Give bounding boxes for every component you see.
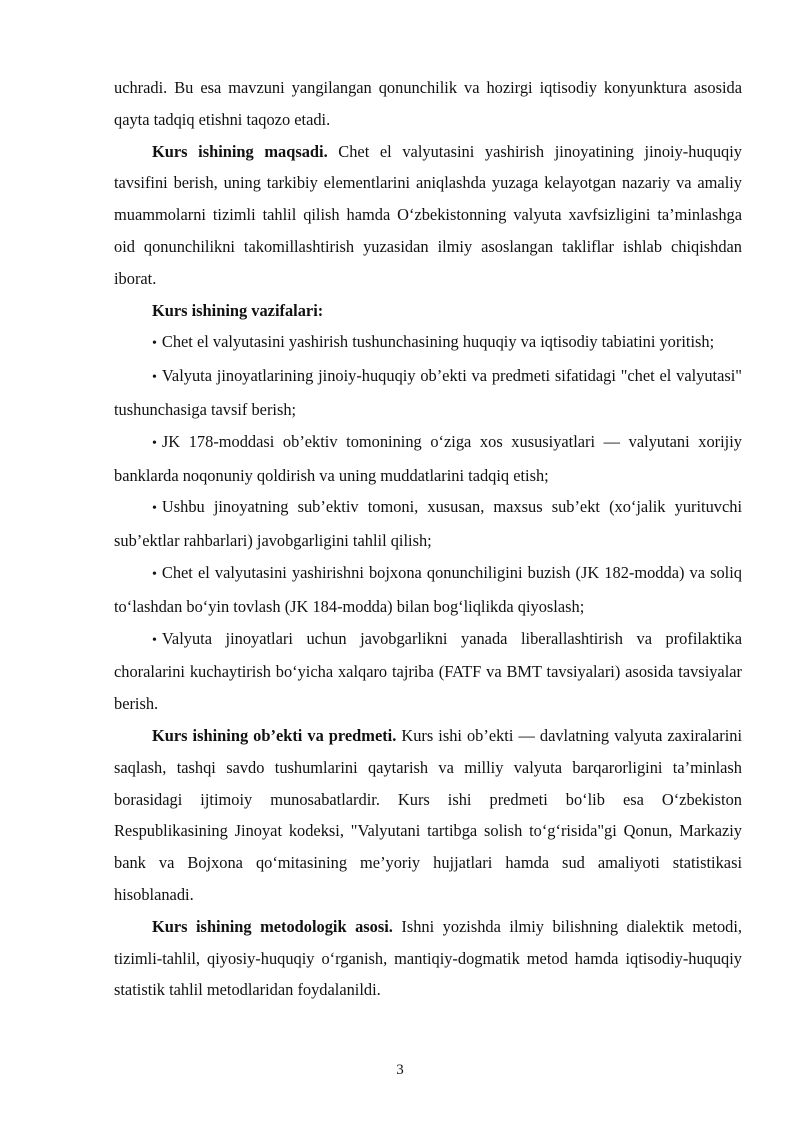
page-number: 3	[396, 1062, 404, 1078]
method-paragraph	[114, 911, 742, 1006]
object-heading: Kurs ishining ob’ekti va predmeti.	[152, 725, 397, 745]
object-paragraph	[114, 720, 742, 911]
intro-continuation: uchradi. Bu esa mavzuni yangilangan qonunchilik va hozirgi iqtisodiy konyunktura asosida qayta tadqiq etishni taqozo etadi.	[114, 78, 742, 129]
goal-paragraph	[114, 136, 742, 295]
task-item: • Valyuta jinoyatlari uchun javobgarlikni yanada liberallashtirish va profilaktika choralarini kuchaytirish bo‘yicha xalqaro tajriba (FATF va BMT tavsiyalari) asosida tavsiyalar berish.	[114, 623, 742, 720]
method-text: Ishni yozishda ilmiy bilishning dialektik metodi, tizimli-tahlil, qiyosiy-huquqiy o‘rganish, mantiqiy-dogmatik metod hamda iqtisodiy-huquqiy statistik tahlil metodlaridan foydalanildi.	[114, 916, 742, 1000]
task-item: • Chet el valyutasini yashirishni bojxona qonunchiligini buzish (JK 182-modda) va soliq to‘lashdan bo‘yin tovlash (JK 184-modda) bilan bog‘liqlikda qiyoslash;	[114, 557, 742, 623]
method-heading: Kurs ishining metodologik asosi.	[152, 916, 393, 936]
task-item: • Chet el valyutasini yashirish tushunchasining huquqiy va iqtisodiy tabiatini yoritish;	[114, 326, 742, 360]
tasks-heading: Kurs ishining vazifalari:	[152, 300, 324, 320]
task-item: • Ushbu jinoyatning sub’ektiv tomoni, xususan, maxsus sub’ekt (xo‘jalik yurituvchi sub’ektlar rahbarlari) javobgarligini tahlil qilish;	[114, 491, 742, 557]
tasks-heading-paragraph	[114, 295, 742, 327]
goal-text: Chet el valyutasini yashirish jinoyatining jinoiy-huquqiy tavsifini berish, uning tarkibiy elementlarini aniqlashda yuzaga kelayotgan nazariy va amaliy muammolarni tizimli tahlil qilish hamda O‘zbekistonning valyuta xavfsizligini ta’minlashga oid qonunchilikni takomillashtirish yuzasidan ilmiy asoslangan takliflar ishlab chiqishdan iborat.	[114, 141, 742, 288]
task-item: • JK 178-moddasi ob’ektiv tomonining o‘ziga xos xususiyatlari — valyutani xorijiy banklarda noqonuniy qoldirish va uning muddatlarini tadqiq etish;	[114, 426, 742, 492]
document-page	[114, 72, 742, 1006]
object-text: Kurs ishi ob’ekti — davlatning valyuta zaxiralarini saqlash, tashqi savdo tushumlarini qaytarish va milliy valyuta barqarorligini ta’minlash borasidagi ijtimoiy munosabatlardir. Kurs ishi predmeti bo‘lib esa O‘zbekiston Respublikasining Jinoyat kodeksi, "Valyutani tartibga solish to‘g‘risida"gi Qonun, Markaziy bank va Bojxona qo‘mitasining me’yoriy hujjatlari hamda sud amaliyoti statistikasi hisoblanadi.	[114, 725, 742, 904]
task-item: • Valyuta jinoyatlarining jinoiy-huquqiy ob’ekti va predmeti sifatidagi "chet el valyutasi" tushunchasiga tavsif berish;	[114, 360, 742, 426]
goal-heading: Kurs ishining maqsadi.	[152, 141, 328, 161]
